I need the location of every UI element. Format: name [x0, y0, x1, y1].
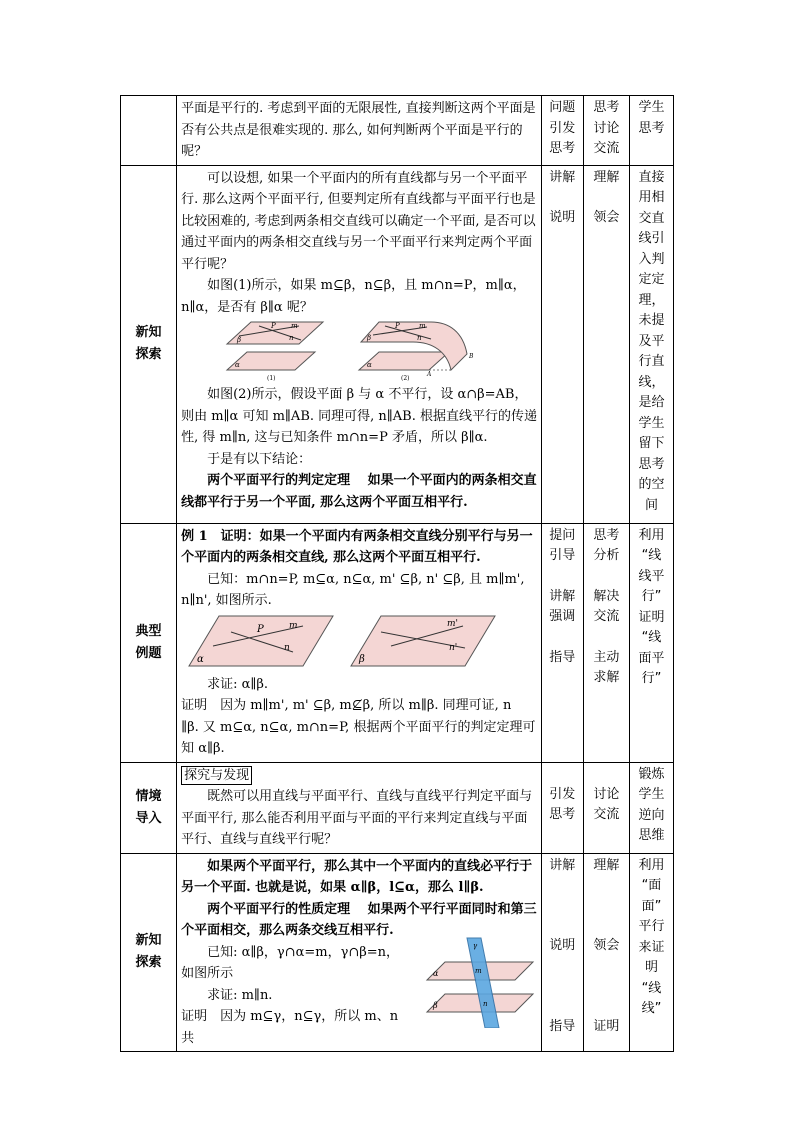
row-label: 典型 例题 — [121, 523, 177, 762]
student-activity-cell: 思考 分析 解决 交流 主动 求解 — [583, 523, 629, 762]
label-m: m — [475, 966, 482, 975]
paragraph: 既然可以用直线与平面平行、直线与直线平行判定平面与平面平行, 那么能否利用平面与平面的平行来判定直线与平面平行、直线与直线平行呢？ — [181, 789, 533, 847]
paragraph: 如果两个平面平行，那么其中一个平面内的直线必平行于另一个平面. 也就是说，如果 α∥β，l⊆α，那么 l∥β. — [181, 858, 533, 895]
label-m-2: m — [419, 322, 426, 330]
to-prove: 求证: α∥β. — [207, 676, 269, 692]
content-cell — [177, 165, 542, 523]
label-B: B — [469, 353, 474, 360]
label-n-prime: n' — [449, 642, 458, 653]
plane-gamma — [467, 938, 499, 1028]
plane-beta — [351, 616, 495, 666]
lesson-plan-table — [120, 95, 674, 1052]
student-activity-cell: 理解 领会 — [583, 165, 629, 523]
intent-cell: 利用 “面 面” 平行 来证 明 “线 线” — [629, 853, 673, 1052]
figure-parallel-planes-gamma — [415, 936, 535, 1028]
table-row — [121, 762, 674, 853]
label-P: P — [257, 623, 264, 635]
label-alpha: α — [197, 653, 204, 665]
table-row — [121, 96, 674, 166]
label-n-2: n — [417, 334, 422, 342]
content-cell — [177, 853, 542, 1052]
row-label: 新知 探索 — [121, 853, 177, 1052]
label-beta: β — [237, 336, 242, 344]
table-row — [121, 853, 674, 1052]
given: 已知: α∥β，γ∩α=m，γ∩β=n，如图所示 — [181, 944, 400, 981]
label-m: m — [289, 620, 298, 631]
plane-alpha-2 — [359, 352, 449, 370]
intent-cell: 学生 思考 — [629, 96, 673, 166]
label-alpha: α — [235, 361, 240, 369]
label-gamma: γ — [473, 941, 478, 950]
row-label — [121, 96, 177, 166]
label-alpha-2: α — [367, 361, 372, 369]
label-n: n — [483, 999, 488, 1008]
paragraph: 如图(2)所示，假设平面 β 与 α 不平行，设 α∩β=AB，则由 m∥α 可知 m∥AB. 同理可得, n∥AB. 根据直线平行的传递性, 得 m∥n, 这与已知条件 m∩n=P 矛盾，所以 β∥α. — [181, 387, 537, 445]
student-activity-cell: 思考 讨论 交流 — [583, 96, 629, 166]
explore-tag: 探究与发现 — [181, 766, 252, 785]
to-prove: 求证: m∥n. — [207, 987, 273, 1003]
paragraph: 平面是平行的. 考虑到平面的无限展性, 直接判断这两个平面是否有公共点是很难实现的. 那么, 如何判断两个平面是平行的呢？ — [181, 101, 536, 159]
content-cell — [177, 762, 542, 853]
label-beta: β — [433, 1000, 438, 1010]
student-activity-cell: 理解 领会 证明 — [583, 853, 629, 1052]
row-label: 情境 导入 — [121, 762, 177, 853]
example-statement: 例 1 证明：如果一个平面内有两条相交直线分别平行与另一个平面内的两条相交直线, 那么这两个平面互相平行. — [181, 528, 533, 565]
table-row — [121, 523, 674, 762]
label-A: A — [427, 371, 432, 378]
theorem: 两个平面平行的判定定理 如果一个平面内的两条相交直线都平行于另一个平面, 那么这两个平面互相平行. — [181, 473, 537, 510]
teacher-activity-cell: 问题 引发 思考 — [541, 96, 583, 166]
paragraph: 可以设想, 如果一个平面内的所有直线都与另一个平面平行. 那么这两个平面平行, 但要判定所有直线都与平面平行也是比较困难的, 考虑到两条相交直线可以确定一个平面, 是否可以通过平面内的两条相交直线与另一个平面平行来判定两个平面平行呢？ — [181, 170, 536, 272]
proof: 证明 因为 m∥m', m' ⊆β, m⊈β, 所以 m∥β. 同理可证, n ∥β. 又 m⊆α, n⊆α, m∩n=P, 根据两个平面平行的判定定理可知 α∥β. — [181, 698, 536, 756]
figure-caption-2: (2) — [401, 375, 410, 382]
label-m: m — [291, 322, 298, 330]
theorem: 两个平面平行的性质定理 如果两个平行平面同时和第三个平面相交，那么两条交线互相平行. — [181, 901, 537, 938]
proof: 证明 因为 m⊆γ，n⊆γ，所以 m、n 共 — [181, 1009, 399, 1046]
given: 已知：m∩n=P, m⊆α, n⊆α, m' ⊆β, n' ⊆β, 且 m∥m', n∥n', 如图所示. — [181, 571, 525, 608]
label-P-2: P — [395, 322, 400, 330]
figure-example-planes — [181, 612, 537, 674]
label-n: n — [284, 642, 290, 653]
content-cell — [177, 96, 542, 166]
table-row — [121, 165, 674, 523]
figure-planes-1-2 — [181, 318, 537, 384]
paragraph: 如图(1)所示，如果 m⊆β，n⊆β，且 m∩n=P，m∥α，n∥α，是否有 β∥α 呢？ — [181, 278, 526, 315]
teacher-activity-cell: 讲解 说明 — [541, 165, 583, 523]
label-P: P — [271, 322, 276, 330]
label-beta: β — [359, 653, 365, 665]
intent-cell: 直接 用相 交直 线引 入判 定定 理， 未提 及平 行直 线， 是给 学生 留下 思考 的空 间 — [629, 165, 673, 523]
student-activity-cell: 讨论 交流 — [583, 762, 629, 853]
label-beta-2: β — [367, 334, 372, 342]
plane-alpha — [227, 352, 315, 370]
teacher-activity-cell: 引发 思考 — [541, 762, 583, 853]
content-cell — [177, 523, 542, 762]
teacher-activity-cell: 讲解 说明 指导 — [541, 853, 583, 1052]
paragraph: 于是有以下结论： — [207, 451, 312, 467]
label-m-prime: m' — [447, 618, 459, 629]
row-label: 新知 探索 — [121, 165, 177, 523]
teacher-activity-cell: 提问 引导 讲解 强调 指导 — [541, 523, 583, 762]
intent-cell: 利用 “线 线平 行” 证明 “线 面平 行” — [629, 523, 673, 762]
intent-cell: 锻炼 学生 逆向 思维 — [629, 762, 673, 853]
label-alpha: α — [433, 968, 439, 978]
figure-caption-1: (1) — [267, 375, 276, 382]
label-n: n — [289, 334, 294, 342]
